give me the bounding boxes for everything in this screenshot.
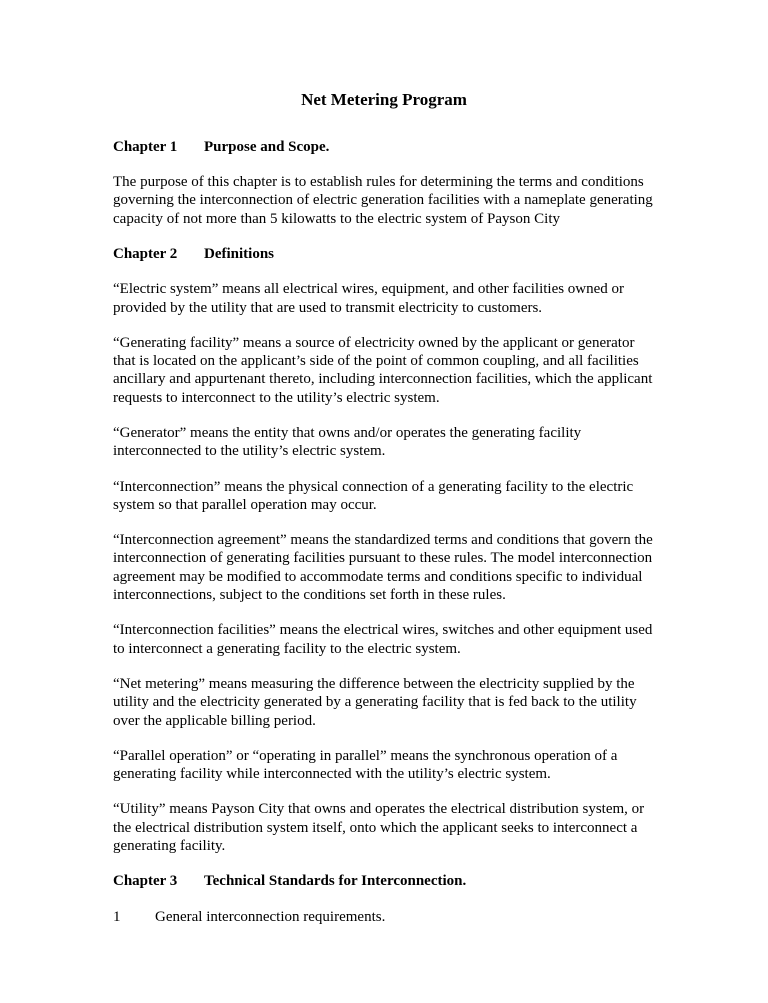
chapter-heading	[113, 872, 655, 890]
document-body	[113, 138, 655, 926]
paragraph: The purpose of this chapter is to establish rules for determining the terms and conditions governing the interconnection of electric generation facilities with a nameplate generating capacity of not more than 5 kilowatts to the electric system of Payson City	[113, 174, 653, 227]
chapter-label: Chapter 2	[113, 245, 178, 262]
chapter-label: Chapter 3	[113, 873, 178, 890]
chapter-title: Purpose and Scope.	[204, 138, 330, 155]
chapter-heading	[113, 138, 655, 156]
paragraph: “Generating facility” means a source of electricity owned by the applicant or generator that is located on the applicant’s side of the point of common coupling, and all facilities ancillary and appurtenant thereto, including interconnection facilities, which the applicant requests to interconnect to the utility’s electric system.	[113, 334, 653, 406]
paragraph: “Interconnection” means the physical connection of a generating facility to the electric system so that parallel operation may occur.	[113, 478, 634, 513]
paragraph: “Interconnection agreement” means the standardized terms and conditions that govern the interconnection of generating facilities pursuant to these rules. The model interconnection agreement may be modified to accommodate terms and conditions specific to individual interconnections, subject to the conditions set forth in these rules.	[113, 532, 653, 604]
chapter-title: Technical Standards for Interconnection.	[204, 873, 467, 890]
chapter-title: Definitions	[204, 245, 275, 262]
item-text: General interconnection requirements.	[155, 908, 386, 925]
document-title: Net Metering Program	[301, 90, 467, 109]
paragraph: “Net metering” means measuring the difference between the electricity supplied by the utility and the electricity generated by a generating facility that is fed back to the utility over the applicable billing period.	[113, 675, 637, 729]
chapter-label: Chapter 1	[113, 138, 178, 155]
numbered-item	[113, 908, 655, 926]
paragraph: “Electric system” means all electrical wires, equipment, and other facilities owned or provided by the utility that are used to transmit electricity to customers.	[113, 281, 625, 316]
paragraph: “Utility” means Payson City that owns and operates the electrical distribution system, or the electrical distribution system itself, onto which the applicant seeks to interconnect a generating facility.	[113, 801, 645, 855]
item-number: 1	[113, 908, 121, 925]
paragraph: “Interconnection facilities” means the electrical wires, switches and other equipment used to interconnect a generating facility to the electric system.	[113, 622, 653, 657]
chapter-heading	[113, 245, 655, 263]
paragraph: “Generator” means the entity that owns and/or operates the generating facility interconnected to the utility’s electric system.	[113, 425, 582, 460]
paragraph: “Parallel operation” or “operating in parallel” means the synchronous operation of a generating facility while interconnected with the utility’s electric system.	[113, 747, 618, 783]
